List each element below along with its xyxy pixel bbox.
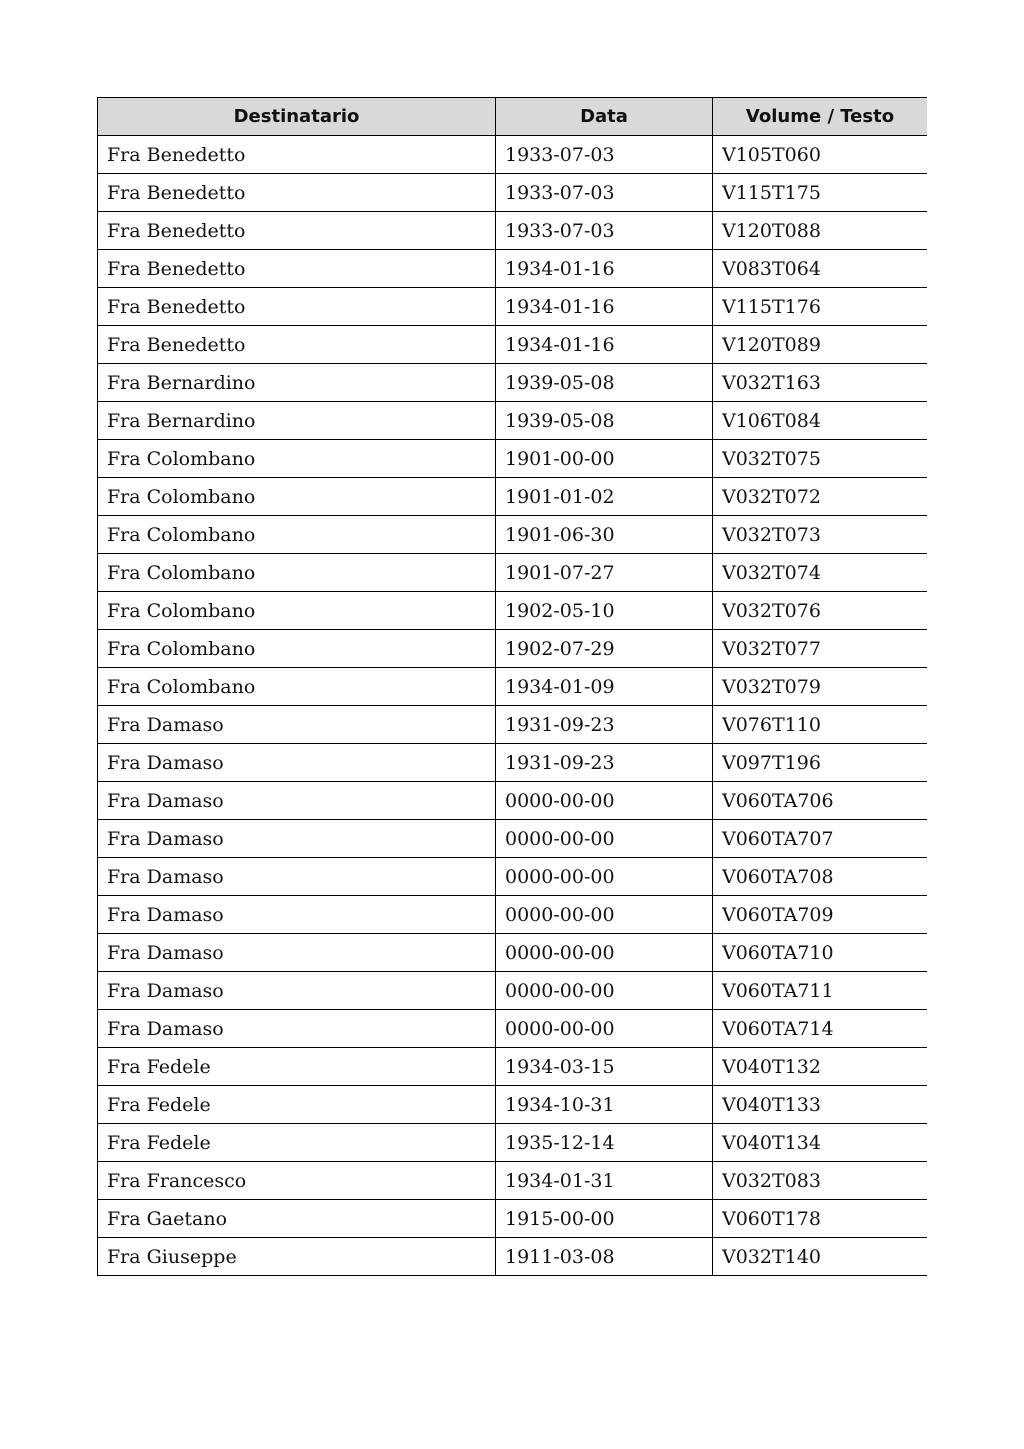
table-row [98,516,928,554]
cell-volume-testo: V032T072 [713,478,928,516]
cell-data: 0000-00-00 [496,896,713,934]
cell-data: 1933-07-03 [496,136,713,174]
cell-destinatario: Fra Benedetto [98,174,496,212]
cell-destinatario: Fra Damaso [98,706,496,744]
cell-volume-testo: V097T196 [713,744,928,782]
table-row [98,326,928,364]
table-row [98,402,928,440]
table-row [98,478,928,516]
table-row [98,934,928,972]
table-row [98,1124,928,1162]
cell-destinatario: Fra Benedetto [98,136,496,174]
cell-volume-testo: V083T064 [713,250,928,288]
table-row [98,250,928,288]
table-row [98,174,928,212]
cell-destinatario: Fra Bernardino [98,364,496,402]
cell-volume-testo: V076T110 [713,706,928,744]
cell-destinatario: Fra Damaso [98,896,496,934]
cell-destinatario: Fra Francesco [98,1162,496,1200]
table-row [98,896,928,934]
cell-destinatario: Fra Damaso [98,820,496,858]
cell-destinatario: Fra Damaso [98,972,496,1010]
cell-volume-testo: V060TA708 [713,858,928,896]
cell-data: 1931-09-23 [496,744,713,782]
cell-destinatario: Fra Damaso [98,782,496,820]
cell-volume-testo: V120T089 [713,326,928,364]
cell-data: 0000-00-00 [496,1010,713,1048]
table-body [98,136,928,1276]
table-row [98,820,928,858]
table-row [98,592,928,630]
cell-destinatario: Fra Fedele [98,1124,496,1162]
cell-destinatario: Fra Colombano [98,630,496,668]
table-row [98,1200,928,1238]
table-row [98,744,928,782]
cell-destinatario: Fra Damaso [98,744,496,782]
cell-volume-testo: V106T084 [713,402,928,440]
cell-data: 0000-00-00 [496,782,713,820]
cell-destinatario: Fra Benedetto [98,212,496,250]
cell-volume-testo: V032T075 [713,440,928,478]
cell-destinatario: Fra Colombano [98,440,496,478]
table-row [98,630,928,668]
cell-data: 0000-00-00 [496,858,713,896]
table-row [98,212,928,250]
cell-volume-testo: V060TA714 [713,1010,928,1048]
header-volume-testo: Volume / Testo [713,98,928,136]
table-row [98,972,928,1010]
cell-destinatario: Fra Giuseppe [98,1238,496,1276]
cell-destinatario: Fra Damaso [98,1010,496,1048]
cell-destinatario: Fra Fedele [98,1048,496,1086]
cell-destinatario: Fra Colombano [98,478,496,516]
cell-destinatario: Fra Fedele [98,1086,496,1124]
cell-data: 1935-12-14 [496,1124,713,1162]
cell-destinatario: Fra Colombano [98,554,496,592]
cell-data: 1933-07-03 [496,174,713,212]
table-row [98,706,928,744]
cell-data: 1933-07-03 [496,212,713,250]
cell-destinatario: Fra Benedetto [98,250,496,288]
cell-data: 1934-01-31 [496,1162,713,1200]
cell-data: 1934-01-16 [496,250,713,288]
header-destinatario: Destinatario [98,98,496,136]
cell-volume-testo: V060TA707 [713,820,928,858]
cell-volume-testo: V032T074 [713,554,928,592]
cell-volume-testo: V032T073 [713,516,928,554]
cell-destinatario: Fra Gaetano [98,1200,496,1238]
cell-data: 0000-00-00 [496,972,713,1010]
cell-data: 0000-00-00 [496,820,713,858]
cell-data: 1915-00-00 [496,1200,713,1238]
cell-data: 1911-03-08 [496,1238,713,1276]
cell-destinatario: Fra Colombano [98,592,496,630]
cell-data: 1934-01-16 [496,288,713,326]
cell-data: 1931-09-23 [496,706,713,744]
cell-data: 0000-00-00 [496,934,713,972]
header-data: Data [496,98,713,136]
cell-volume-testo: V040T132 [713,1048,928,1086]
cell-data: 1934-03-15 [496,1048,713,1086]
cell-volume-testo: V032T083 [713,1162,928,1200]
cell-data: 1939-05-08 [496,402,713,440]
table-row [98,1162,928,1200]
table-row [98,782,928,820]
cell-volume-testo: V032T077 [713,630,928,668]
cell-volume-testo: V060TA706 [713,782,928,820]
cell-destinatario: Fra Colombano [98,516,496,554]
cell-data: 1901-00-00 [496,440,713,478]
table-row [98,1086,928,1124]
table-row [98,554,928,592]
table-row [98,440,928,478]
cell-destinatario: Fra Benedetto [98,326,496,364]
table-row [98,1010,928,1048]
cell-volume-testo: V120T088 [713,212,928,250]
table-row [98,364,928,402]
cell-volume-testo: V060TA710 [713,934,928,972]
cell-volume-testo: V032T163 [713,364,928,402]
cell-destinatario: Fra Damaso [98,858,496,896]
cell-volume-testo: V060T178 [713,1200,928,1238]
table-row [98,288,928,326]
table-row [98,1048,928,1086]
cell-volume-testo: V032T140 [713,1238,928,1276]
table-row [98,136,928,174]
cell-data: 1901-07-27 [496,554,713,592]
cell-data: 1901-01-02 [496,478,713,516]
letters-table [97,97,927,1276]
table-row [98,858,928,896]
cell-destinatario: Fra Damaso [98,934,496,972]
cell-data: 1902-07-29 [496,630,713,668]
cell-destinatario: Fra Benedetto [98,288,496,326]
cell-destinatario: Fra Colombano [98,668,496,706]
cell-volume-testo: V032T076 [713,592,928,630]
letters-table-container [97,97,927,1312]
cell-data: 1934-10-31 [496,1086,713,1124]
cell-destinatario: Fra Bernardino [98,402,496,440]
cell-volume-testo: V060TA711 [713,972,928,1010]
cell-data: 1901-06-30 [496,516,713,554]
cell-data: 1939-05-08 [496,364,713,402]
table-row [98,1238,928,1276]
cell-volume-testo: V115T175 [713,174,928,212]
cell-volume-testo: V040T133 [713,1086,928,1124]
table-header-row [98,98,928,136]
cell-volume-testo: V115T176 [713,288,928,326]
cell-volume-testo: V105T060 [713,136,928,174]
cell-data: 1934-01-16 [496,326,713,364]
cell-volume-testo: V060TA709 [713,896,928,934]
cell-data: 1934-01-09 [496,668,713,706]
table-row [98,668,928,706]
cell-data: 1902-05-10 [496,592,713,630]
cell-volume-testo: V040T134 [713,1124,928,1162]
cell-volume-testo: V032T079 [713,668,928,706]
